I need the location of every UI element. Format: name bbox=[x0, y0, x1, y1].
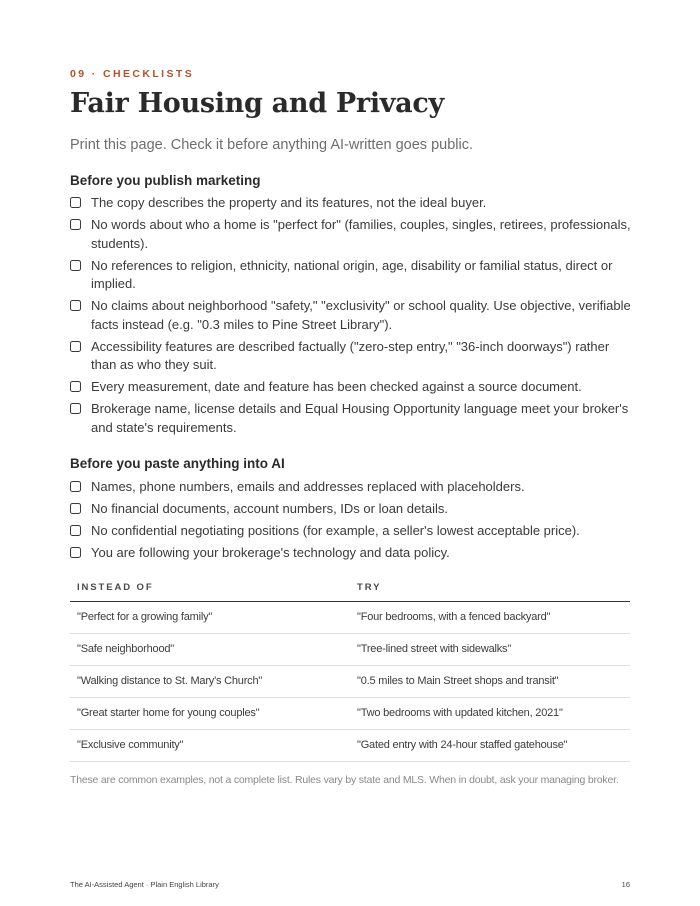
page-number: 16 bbox=[621, 880, 630, 889]
page-title: Fair Housing and Privacy bbox=[70, 88, 444, 119]
checklist-item[interactable] bbox=[70, 400, 635, 437]
table-row bbox=[70, 634, 630, 666]
checkbox[interactable] bbox=[70, 300, 81, 311]
checkbox[interactable] bbox=[70, 525, 81, 536]
table-row bbox=[70, 666, 630, 698]
checklist-item[interactable] bbox=[70, 522, 635, 541]
section-heading-ai: Before you paste anything into AI bbox=[70, 456, 285, 471]
table-row bbox=[70, 698, 630, 730]
checklist-item-text: The copy describes the property and its features, not the ideal buyer. bbox=[91, 195, 487, 210]
table-cell-instead-of: "Safe neighborhood" bbox=[77, 643, 174, 655]
checklist-item-text: No words about who a home is "perfect for" (families, couples, singles, retirees, professionals, students). bbox=[91, 217, 631, 251]
checklist-item[interactable] bbox=[70, 544, 635, 563]
checklist-item[interactable] bbox=[70, 257, 635, 294]
table-cell-try: "Four bedrooms, with a fenced backyard" bbox=[357, 611, 551, 623]
checklist-item-text: Every measurement, date and feature has been checked against a source document. bbox=[91, 379, 582, 394]
section-heading-marketing: Before you publish marketing bbox=[70, 173, 261, 188]
instead-of-try-table bbox=[70, 574, 630, 762]
checklist-ai bbox=[70, 478, 635, 563]
checklist-item-text: Brokerage name, license details and Equal Housing Opportunity language meet your broker's and state's requirements. bbox=[91, 401, 629, 435]
checkbox[interactable] bbox=[70, 503, 81, 514]
checklist-item[interactable] bbox=[70, 297, 635, 334]
footer-book-title: The AI-Assisted Agent · Plain English Library bbox=[70, 880, 219, 889]
checkbox[interactable] bbox=[70, 481, 81, 492]
table-cell-try: "Two bedrooms with updated kitchen, 2021" bbox=[357, 707, 563, 719]
table-row bbox=[70, 602, 630, 634]
checklist-marketing bbox=[70, 194, 635, 437]
checklist-item[interactable] bbox=[70, 478, 635, 497]
checklist-item-text: No confidential negotiating positions (for example, a seller's lowest acceptable price). bbox=[91, 523, 580, 538]
table-cell-try: "Tree-lined street with sidewalks" bbox=[357, 643, 512, 655]
table-cell-try: "Gated entry with 24-hour staffed gatehouse" bbox=[357, 739, 568, 751]
page-subtitle: Print this page. Check it before anything AI-written goes public. bbox=[70, 137, 473, 153]
checklist-item[interactable] bbox=[70, 500, 635, 519]
checklist-item-text: No claims about neighborhood "safety," "exclusivity" or school quality. Use objective, verifiable facts instead (e.g. "0.3 miles to Pine Street Library"). bbox=[91, 298, 631, 332]
table-row bbox=[70, 730, 630, 762]
checkbox[interactable] bbox=[70, 403, 81, 414]
footnote: These are common examples, not a complete list. Rules vary by state and MLS. When in doubt, ask your managing broker. bbox=[70, 774, 619, 786]
checklist-item-text: No references to religion, ethnicity, national origin, age, disability or familial status, direct or implied. bbox=[91, 257, 613, 291]
table-cell-instead-of: "Walking distance to St. Mary's Church" bbox=[77, 675, 263, 687]
checkbox[interactable] bbox=[70, 219, 81, 230]
column-header-try: TRY bbox=[357, 582, 382, 593]
checkbox[interactable] bbox=[70, 260, 81, 271]
checklist-item[interactable] bbox=[70, 216, 635, 253]
checkbox[interactable] bbox=[70, 197, 81, 208]
column-header-instead-of: INSTEAD OF bbox=[77, 582, 154, 593]
checkbox[interactable] bbox=[70, 381, 81, 392]
checkbox[interactable] bbox=[70, 547, 81, 558]
table-header bbox=[70, 574, 630, 602]
table-cell-instead-of: "Perfect for a growing family" bbox=[77, 611, 213, 623]
table-cell-instead-of: "Exclusive community" bbox=[77, 739, 184, 751]
table-cell-instead-of: "Great starter home for young couples" bbox=[77, 707, 260, 719]
checklist-item[interactable] bbox=[70, 338, 635, 375]
checklist-item-text: You are following your brokerage's technology and data policy. bbox=[91, 545, 450, 560]
checklist-item-text: Accessibility features are described factually ("zero-step entry," "36-inch doorways") rather than as who they suit. bbox=[91, 338, 610, 372]
checklist-item[interactable] bbox=[70, 378, 635, 397]
table-cell-try: "0.5 miles to Main Street shops and transit" bbox=[357, 675, 559, 687]
checkbox[interactable] bbox=[70, 341, 81, 352]
checklist-item[interactable] bbox=[70, 194, 635, 213]
checklist-item-text: Names, phone numbers, emails and addresses replaced with placeholders. bbox=[91, 479, 525, 494]
checklist-item-text: No financial documents, account numbers, IDs or loan details. bbox=[91, 501, 448, 516]
section-eyebrow: 09 · CHECKLISTS bbox=[70, 68, 195, 80]
